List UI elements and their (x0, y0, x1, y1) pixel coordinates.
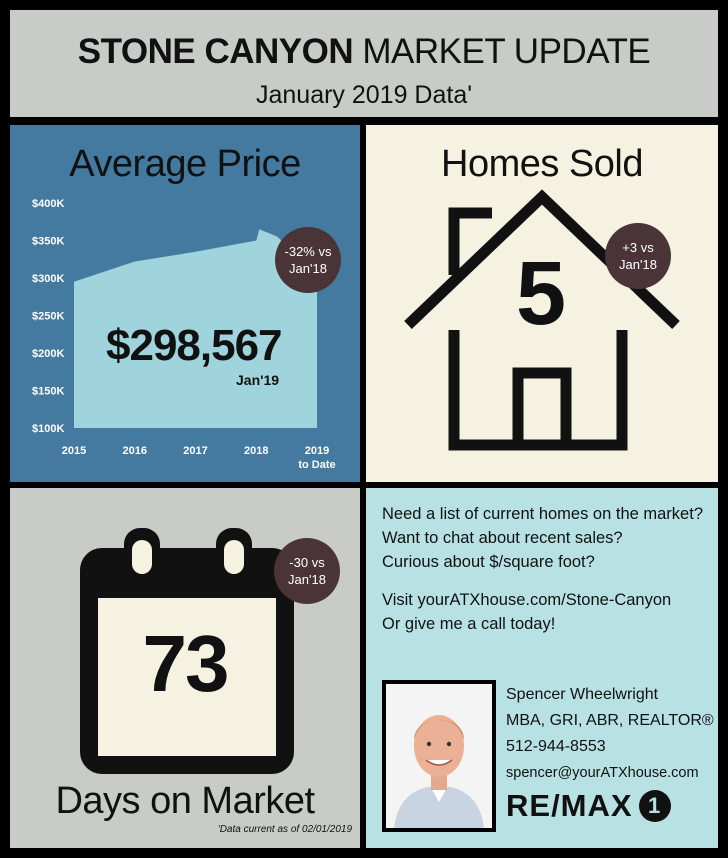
title-rest: MARKET UPDATE (362, 32, 651, 71)
agent-name: Spencer Wheelwright (506, 686, 659, 703)
sold-badge-line2: Jan'18 (619, 257, 657, 272)
agent-photo (382, 680, 496, 832)
price-badge-line1: -32% vs (284, 244, 332, 259)
agent-phone[interactable]: 512-944-8553 (506, 738, 606, 755)
brokerage-name: RE/MAX (506, 788, 633, 823)
x-tick-label: 2018 (244, 445, 269, 457)
y-tick-label: $300K (32, 273, 65, 285)
y-tick-label: $100K (32, 423, 65, 435)
x-tick-label: 2016 (122, 445, 147, 457)
homes-sold-change-badge (605, 223, 671, 289)
cta-call-line: Or give me a call today! (382, 615, 556, 633)
header-panel (10, 10, 718, 117)
dom-badge-line2: Jan'18 (288, 572, 326, 587)
data-date-note: 'Data current as of 02/01/2019 (217, 824, 352, 835)
price-badge-line2: Jan'18 (289, 261, 327, 276)
cta-website-link[interactable]: Visit yourATXhouse.com/Stone-Canyon (382, 591, 672, 609)
contact-panel (366, 488, 718, 848)
agent-credentials: MBA, GRI, ABR, REALTOR® (506, 712, 714, 729)
brokerage-mark: 1 (639, 790, 671, 822)
y-tick-label: $150K (32, 385, 65, 398)
call-to-action (382, 502, 703, 636)
average-price-title: Average Price (69, 143, 301, 185)
days-on-market-title: Days on Market (55, 780, 315, 822)
y-tick-label: $200K (32, 348, 65, 360)
average-price-period: Jan'19 (236, 372, 280, 388)
agent-email[interactable]: spencer@yourATXhouse.com (506, 765, 699, 781)
cta-line-sqft: Curious about $/square foot? (382, 553, 595, 571)
homes-sold-panel (366, 125, 718, 482)
dom-change-badge (274, 538, 340, 604)
title-bold: STONE CANYON (77, 32, 354, 71)
x-tick-label: 2017 (183, 445, 208, 457)
cta-line-listings: Need a list of current homes on the market? (382, 505, 703, 523)
price-change-badge (275, 227, 341, 293)
homes-sold-value: 5 (516, 244, 567, 344)
x-tick-label: to Date (298, 459, 336, 471)
dom-badge-line1: -30 vs (289, 555, 325, 570)
x-tick-label: 2019 (304, 445, 330, 457)
page-subtitle: January 2019 Data' (255, 81, 473, 109)
average-price-panel (10, 125, 360, 482)
x-tick-label: 2015 (61, 445, 87, 457)
sold-badge-line1: +3 vs (622, 240, 654, 255)
average-price-value: $298,567 (106, 321, 282, 370)
homes-sold-title: Homes Sold (441, 143, 643, 185)
days-on-market-value: 73 (142, 619, 228, 708)
agent-details (506, 682, 714, 786)
cta-line-sales: Want to chat about recent sales? (382, 529, 623, 547)
page-title (10, 32, 718, 72)
days-on-market-panel (10, 488, 360, 848)
remax-logo (506, 788, 671, 824)
y-tick-label: $350K (32, 235, 65, 248)
y-tick-label: $400K (32, 198, 65, 210)
y-tick-label: $250K (32, 310, 65, 323)
